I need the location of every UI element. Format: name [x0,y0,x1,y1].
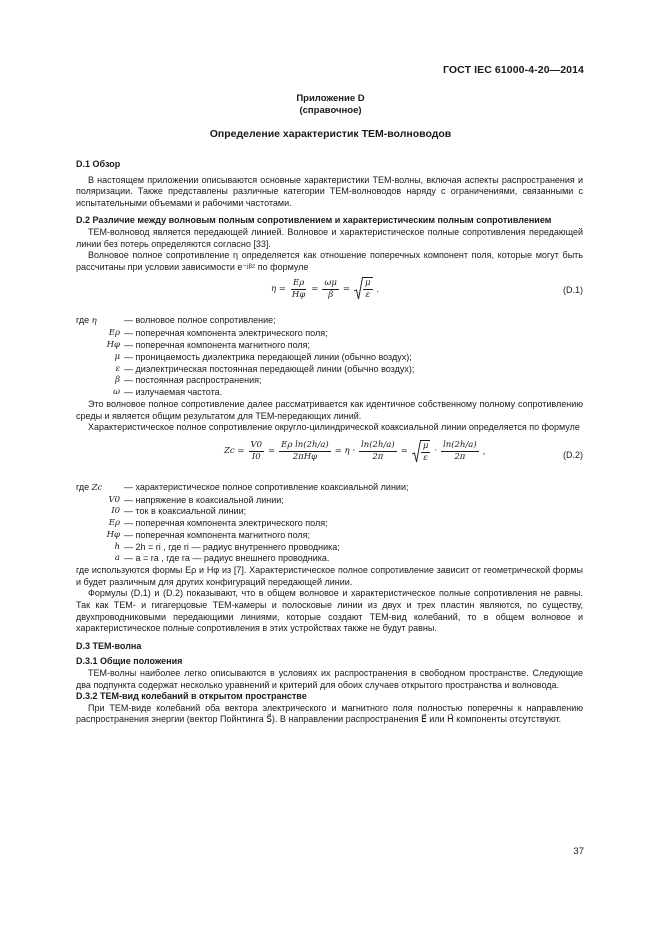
section-d31-heading: D.3.1 Общие положения [76,656,183,667]
section-d2-p3: Это волновое полное сопротивление далее рассматривается как идентичное собственному полному сопротивлению среды и является общим результатом для ТЕМ-передающих линий. [76,398,583,421]
section-d2-p5: где используются формы Eρ и Hφ из [7]. Характеристическое полное сопротивление зависит от геометрической формы и будет различным для других конфигураций передающей линии. [76,565,583,587]
sqrt-symbol: $\frac{\mu}{\varepsilon}$ [412,440,431,464]
section-d32-heading: D.3.2 ТЕМ-вид колебаний в открытом пространстве [76,691,307,702]
eq2-fraction-2: $\frac{\text{Eρ ln(2h/a)}}{\text{2πHφ}}$ [281,440,329,463]
annex-title: Приложение D [296,93,365,104]
section-d32-text: При ТЕМ-виде колебаний оба вектора электрического и магнитного поля полностью поперечны к направлению распространения энергии (вектор Пойнтинга S⃗). В направлении распространения E⃗ или H⃗ компоненты отсутствуют. [76,702,583,725]
eq1-lhs: η = [271,283,286,294]
section-d2-p4: Характеристическое полное сопротивление округло-цилиндрической коаксиальной линии определяется по формуле [88,422,580,433]
where-row: ε — диэлектрическая постоянная передающей линии (обычно воздух); [115,363,415,374]
sqrt-symbol: $\frac{\mu}{\varepsilon}$ [354,277,373,301]
where-row: μ — проницаемость диэлектрика передающей линии (обычно воздух); [114,351,412,362]
standard-header: ГОСТ IEC 61000-4-20—2014 [442,64,584,76]
main-title: Определение характеристик ТЕМ-волноводов [209,128,452,140]
section-d1-text: В настоящем приложении описываются основные характеристики ТЕМ-волны, включая аспекты распространения и поляризации. Также представлены различные категории ТЕМ-волноводов наряду с ограничениями, связанными с испытательными объемами и рабочими частотами. [76,174,583,208]
section-d2-heading: D.2 Различие между волновым полным сопротивлением и характеристическим полным сопротивлением [76,215,552,226]
where-row: h — 2h = ri , где ri — радиус внутреннего проводника; [114,541,340,552]
where-row: Hφ — поперечная компонента магнитного поля; [106,529,311,540]
eq1-fraction-1: $\frac{E\rho}{H\varphi}$ [291,277,306,300]
where-row: a — a = ra , где ra — радиус внешнего проводника. [114,553,330,564]
section-d1-heading: D.1 Обзор [76,159,121,169]
annex-subtitle: (справочное) [299,105,362,116]
where-row: I0 — ток в коаксиальной линии; [111,506,247,517]
where-row: Eρ — поперечная компонента электрического поля; [108,328,328,339]
eq2-number: (D.2) [563,449,583,460]
where-row: Eρ — поперечная компонента электрического поля; [108,518,328,529]
eq2-fraction-1: $\frac{V0}{I0}$ [250,440,263,463]
document-body [76,159,583,726]
page-number: 37 [573,846,584,857]
equation-d2: Zc = $\frac{V0}{I0}$ = $\frac{\text{Eρ ln(2h/a)}}{\text{2πHφ}}$ = η · $\frac{\ln(2h/a)}{2\pi}$ = $\frac{\mu}{\varepsilon}$ · $\frac{\ln(2h/a)}{2\pi}$ , (D.2) [224,440,583,463]
where-row: β — постоянная распространения; [115,375,262,386]
section-d2-p6: Формулы (D.1) и (D.2) показывают, что в общем волновое и характеристическое полные сопротивления не равны. Так как ТЕМ- и гигагерцовые ТЕМ-камеры и полосковые линии из двух и трех пластин являются, по существу, двухпроводниковыми передающими линиями, которые создают ТЕМ-вид колебаний, то в общем волновое и характеристическое полные сопротивления в этих устройствах также не будут равны. [76,588,583,634]
section-d2-p1: ТЕМ-волновод является передающей линией. Волновое и характеристическое полные сопротивления передающей линии без потерь определяются согласно [33]. [76,226,583,249]
eq2-fraction-4: $\frac{\ln(2h/a)}{2\pi}$ [443,440,477,463]
where-row: где η — волновое полное сопротивление; [76,315,276,327]
where-list-2 [76,482,583,566]
equation-d1: η = $\frac{E\rho}{H\varphi}$ = $\frac{\omega\mu}{\beta}$ = $\frac{\mu}{\varepsilon}$ . (D.1) [271,277,583,301]
section-d31-text: ТЕМ-волны наиболее легко описываются в условиях их распространения в свободном пространстве. Следующие два подпункта содержат несколько уравнений и критерий для обоих случаев открытого пространства и волновода. [76,668,583,690]
where-row: Hφ — поперечная компонента магнитного поля; [106,339,311,350]
where-list-1 [76,315,583,399]
section-d2-p2: Волновое полное сопротивление η определяется как отношение поперечных компонент поля, которые могут быть рассчитаны при условии зависимости e⁻ʲᵝᶻ по формуле [76,250,583,272]
eq1-number: (D.1) [563,285,583,296]
where-row: V0 — напряжение в коаксиальной линии; [108,494,284,505]
where-row: ω — излучаемая частота. [113,387,223,398]
eq2-fraction-3: $\frac{\ln(2h/a)}{2\pi}$ [361,440,395,463]
eq1-fraction-2: $\frac{\omega\mu}{\beta}$ [324,277,337,300]
section-d3-heading: D.3 ТЕМ-волна [76,640,142,651]
where-row: где Zc — характеристическое полное сопротивление коаксиальной линии; [76,481,409,493]
